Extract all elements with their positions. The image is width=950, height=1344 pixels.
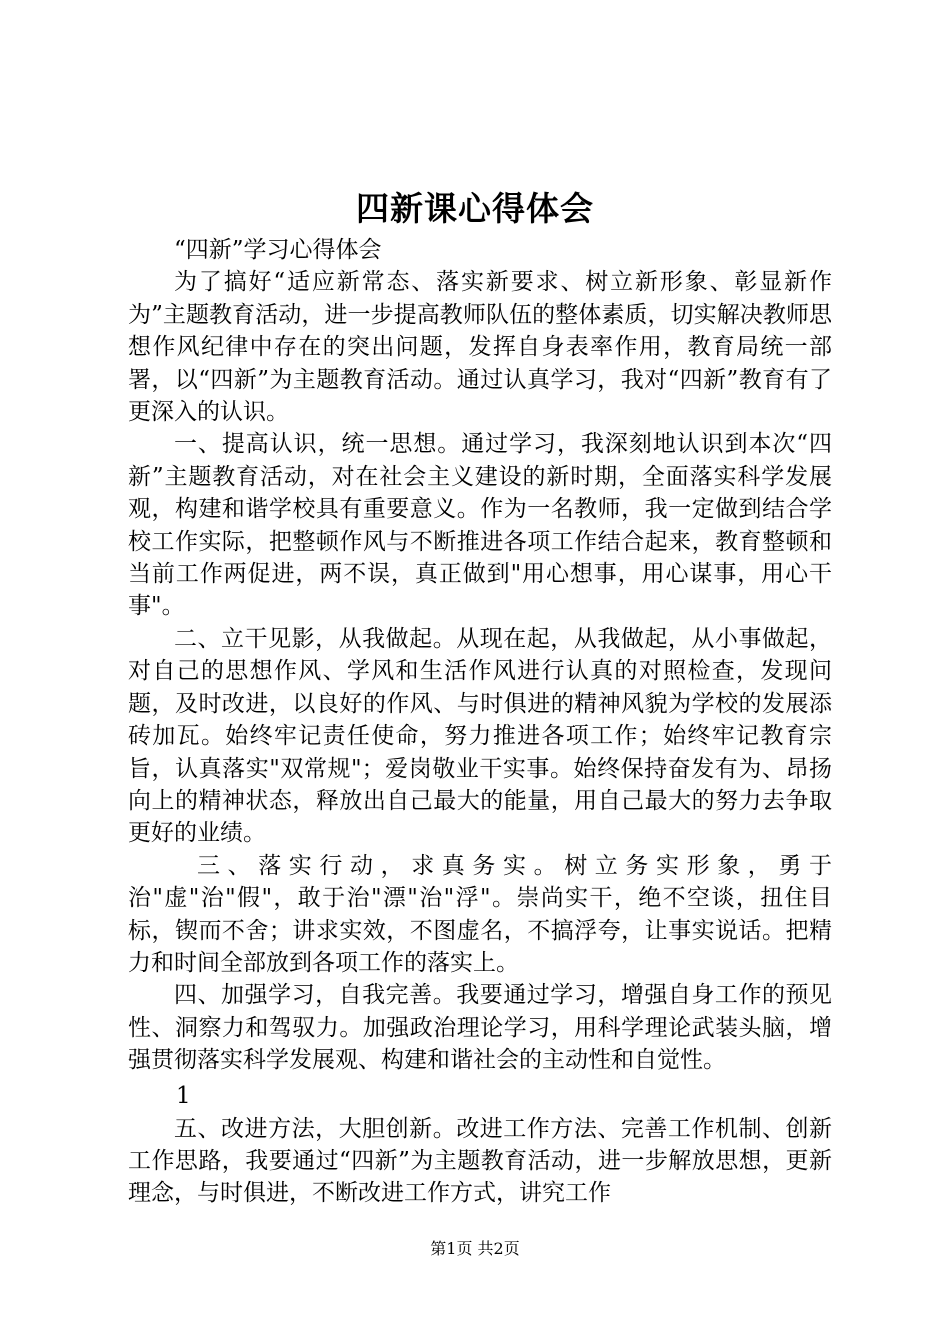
intro-paragraph: 为了搞好“适应新常态、落实新要求、树立新形象、彰显新作为”主题教育活动，进一步提高教师队伍的整体素质，切实解决教师思想作风纪律中存在的突出问题，发挥自身表率作用，教育局统一部署，以“四新”为主题教育活动。通过认真学习，我对“四新”教育有了更深入的认识。 bbox=[128, 269, 832, 426]
document-body bbox=[128, 234, 832, 1210]
section-five-paragraph: 五、改进方法，大胆创新。改进工作方法、完善工作机制、创新工作思路，我要通过“四新”为主题教育活动，进一步解放思想，更新理念，与时俱进，不断改进工作方式，讲究工作 bbox=[128, 1115, 832, 1207]
section-three-paragraph: 三、落实行动，求真务实。树立务实形象，勇于治"虚"治"假"，敢于治"漂"治"浮"。崇尚实干，绝不空谈，扭住目标，锲而不舍；讲求实效，不图虚名，不搞浮夸，让事实说话。把精力和时间全部放到各项工作的落实上。 bbox=[128, 852, 832, 976]
section-two-paragraph: 二、立干见影，从我做起。从现在起，从我做起，从小事做起，对自己的思想作风、学风和生活作风进行认真的对照检查，发现问题，及时改进，以良好的作风、与时俱进的精神风貌为学校的发展添砖加瓦。始终牢记责任使命，努力推进各项工作；始终牢记教育宗旨，认真落实"双常规"；爱岗敬业干实事。始终保持奋发有为、昂扬向上的精神状态，释放出自己最大的能量，用自己最大的努力去争取更好的业绩。 bbox=[128, 625, 832, 847]
page-footer: 第1页 共2页 bbox=[430, 1239, 520, 1258]
section-one-paragraph: 一、提高认识，统一思想。通过学习，我深刻地认识到本次“四新”主题教育活动，对在社会主义建设的新时期，全面落实科学发展观，构建和谐学校具有重要意义。作为一名教师，我一定做到结合学校工作实际，把整顿作风与不断推进各项工作结合起来，教育整顿和当前工作两促进，两不误，真正做到"用心想事，用心谋事，用心干事"。 bbox=[128, 431, 832, 620]
document-title: 四新课心得体会 bbox=[356, 189, 594, 228]
section-four-paragraph: 四、加强学习，自我完善。我要通过学习，增强自身工作的预见性、洞察力和驾驭力。加强政治理论学习，用科学理论武装头脑，增强贯彻落实科学发展观、构建和谐社会的主动性和自觉性。 bbox=[128, 982, 832, 1074]
subtitle-paragraph: “四新”学习心得体会 bbox=[174, 237, 382, 263]
inline-page-number: 1 bbox=[176, 1082, 191, 1109]
